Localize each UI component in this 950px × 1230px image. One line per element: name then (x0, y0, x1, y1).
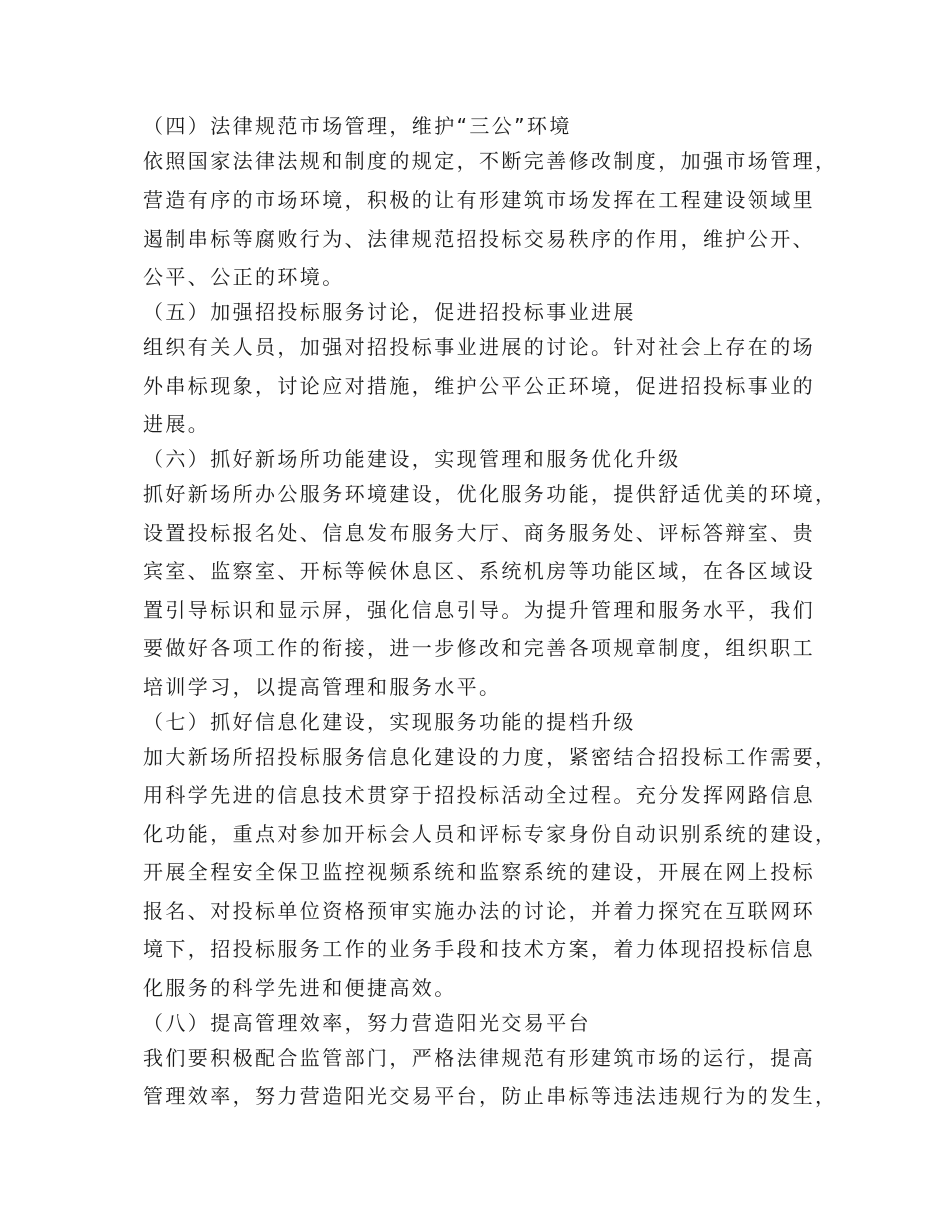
heading-section-7: （七）抓好信息化建设，实现服务功能的提档升级 (143, 710, 636, 734)
paragraph-line: 组织有关人员，加强对招投标事业进展的讨论。针对社会上存在的场 (143, 335, 815, 359)
paragraph-line: 进展。 (143, 412, 211, 436)
paragraph-line: 化功能，重点对参加开标会人员和评标专家身份自动识别系统的建设， (143, 822, 838, 846)
paragraph-line: 宾室、监察室、开标等候休息区、系统机房等功能区域，在各区域设 (143, 559, 815, 583)
paragraph-line: 依照国家法律法规和制度的规定，不断完善修改制度，加强市场管理， (143, 149, 838, 173)
heading-section-4: （四）法律规范市场管理，维护“三公”环境 (143, 114, 572, 138)
paragraph-line: 境下，招投标服务工作的业务手段和技术方案，着力体现招投标信息 (143, 937, 815, 961)
paragraph-line: 加大新场所招投标服务信息化建设的力度，紧密结合招投标工作需要， (143, 745, 838, 769)
paragraph-line: 我们要积极配合监管部门，严格法律规范有形建筑市场的运行，提高 (143, 1046, 815, 1070)
paragraph-line: 开展全程安全保卫监控视频系统和监察系统的建设，开展在网上投标 (143, 860, 815, 884)
heading-section-5: （五）加强招投标服务讨论，促进招投标事业进展 (143, 300, 636, 324)
paragraph-line: 外串标现象，讨论应对措施，维护公平公正环境，促进招投标事业的 (143, 374, 815, 398)
paragraph-line: 化服务的科学先进和便捷高效。 (143, 976, 457, 1000)
paragraph-line: 置引导标识和显示屏，强化信息引导。为提升管理和服务水平，我们 (143, 598, 815, 622)
paragraph-line: 抓好新场所办公服务环境建设，优化服务功能，提供舒适优美的环境， (143, 482, 838, 506)
heading-section-6: （六）抓好新场所功能建设，实现管理和服务优化升级 (143, 447, 681, 471)
paragraph-line: 公平、公正的环境。 (143, 265, 345, 289)
paragraph-line: 营造有序的市场环境，积极的让有形建筑市场发挥在工程建设领域里 (143, 188, 815, 212)
paragraph-line: 管理效率，努力营造阳光交易平台，防止串标等违法违规行为的发生， (143, 1084, 838, 1108)
paragraph-line: 遏制串标等腐败行为、法律规范招投标交易秩序的作用，维护公开、 (143, 227, 815, 251)
paragraph-line: 要做好各项工作的衔接，进一步修改和完善各项规章制度，组织职工 (143, 636, 815, 660)
paragraph-line: 设置投标报名处、信息发布服务大厅、商务服务处、评标答辩室、贵 (143, 521, 815, 545)
paragraph-line: 用科学先进的信息技术贯穿于招投标活动全过程。充分发挥网路信息 (143, 783, 815, 807)
paragraph-line: 报名、对投标单位资格预审实施办法的讨论，并着力探究在互联网环 (143, 899, 815, 923)
heading-section-8: （八）提高管理效率，努力营造阳光交易平台 (143, 1011, 591, 1035)
paragraph-line: 培训学习，以提高管理和服务水平。 (143, 675, 502, 699)
